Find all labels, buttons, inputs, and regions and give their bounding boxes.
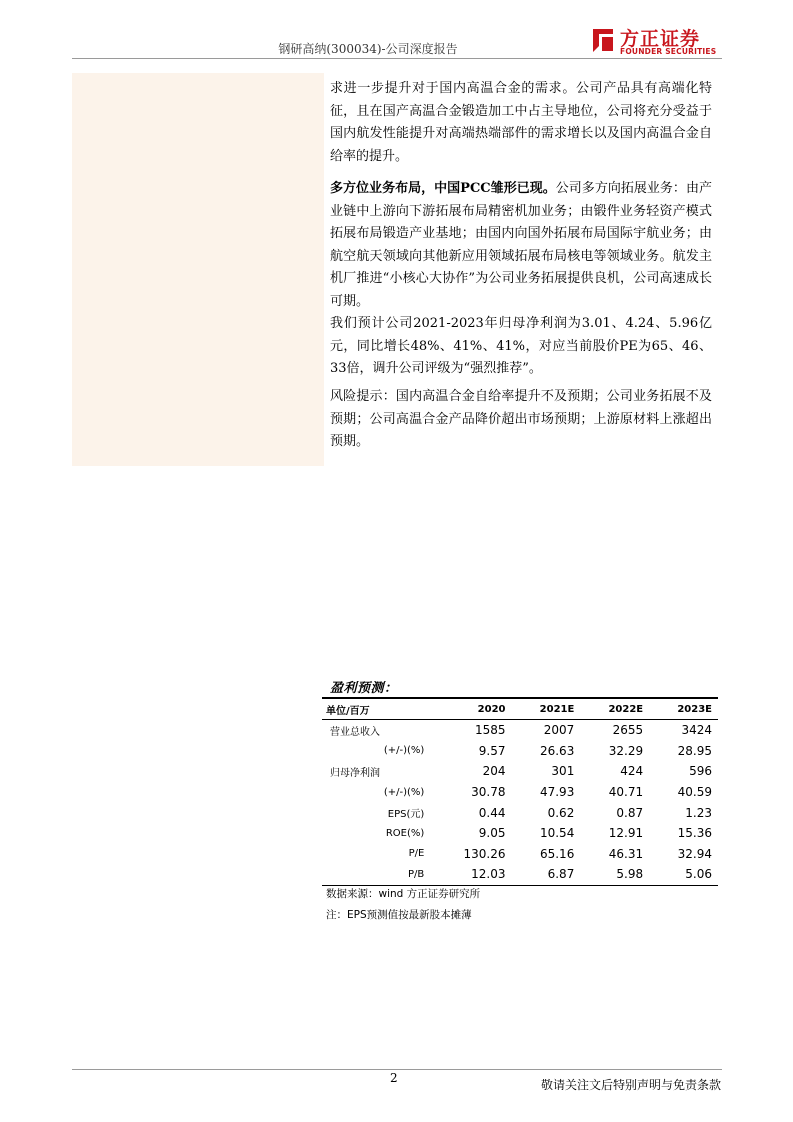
table-header-row [322,698,718,720]
row-label: ROE(%) [385,827,425,839]
logo-text-en: FOUNDER SECURITIES [620,47,717,56]
data-source-note: 数据来源：wind 方正证券研究所 [326,888,481,900]
table-cell: 5.98 [616,867,644,882]
table-cell: 2007 [543,723,575,738]
table-cell: 5.06 [685,867,712,882]
table-cell: 32.94 [677,846,712,861]
table-cell: 0.44 [478,805,506,820]
disclaimer-text: 敬请关注文后特别声明与免责条款 [541,1078,722,1092]
table-cell: 65.16 [539,846,575,861]
column-header: 单位/百万 [326,705,370,717]
table-cell: 1.23 [685,805,712,820]
column-header: 2023E [677,703,712,715]
table-row [322,761,718,782]
table-cell: 26.63 [539,743,575,758]
table-cell: 15.36 [677,826,712,841]
table-cell: 28.95 [677,743,712,758]
column-header: 2021E [539,703,575,715]
paragraph-text: 我们预计公司2021-2023年归母净利润为3.01、4.24、5.96亿元，同比增长48%、41%、41%，对应当前股价PE为65、46、33倍，调升公司评级为“强烈推荐”。 [330,316,712,376]
table-row [322,844,718,865]
logo-text-cn: 方正证券 [620,28,701,50]
table-cell: 130.26 [463,846,506,861]
left-sidebar-panel [72,73,324,466]
column-header: 2020 [477,703,506,715]
founder-securities-logo [590,24,717,58]
table-cell: 1585 [474,723,506,738]
table-cell: 40.59 [677,785,712,800]
table-cell: 424 [620,764,644,779]
paragraph-text: 风险提示：国内高温合金自给率提升不及预期；公司业务拓展不及预期；公司高温合金产品降价超出市场预期；上游原材料上涨超出预期。 [330,389,712,449]
table-row [322,782,718,803]
table-cell: 6.87 [547,867,575,882]
row-label: 营业总收入 [330,726,380,738]
table-row [322,864,718,885]
table-cell: 46.31 [608,846,644,861]
table-row [322,802,718,823]
row-label: P/E [408,848,425,860]
table-cell: 12.03 [471,867,506,882]
table-cell: 47.93 [539,785,575,800]
table-cell: 596 [689,764,712,779]
paragraph-forecast-summary [330,313,712,381]
table-row [322,741,718,762]
paragraph-text: 求进一步提升对于国内高温合金的需求。公司产品具有高端化特征，且在国产高温合金锻造加工中占主导地位，公司将充分受益于国内航发性能提升对高端热端部件的需求增长以及国内高温合金自给率的提升。 [330,81,712,164]
table-row [322,720,718,741]
table-cell: 0.62 [547,805,575,820]
paragraph-demand [330,78,712,168]
paragraph-text: 公司多方向拓展业务：由产业链中上游向下游拓展布局精密机加业务；由锻件业务轻资产模式拓展布局锻造产业基地；由国内向国外拓展布局国际宇航业务；由航空航天领域向其他新应用领域拓展布局核电等领域业务。航发主机厂推进“小核心大协作”为公司业务拓展提供良机，公司高速成长可期。 [330,181,712,309]
table-cell: 9.05 [478,826,506,841]
row-label: EPS(元) [387,809,425,821]
forecast-title: 盈利预测： [330,681,398,696]
paragraph-heading: 多方位业务布局，中国PCC雏形已现。 [330,181,556,196]
paragraph-business-layout [330,178,712,313]
paragraph-risk [330,386,712,454]
row-label: P/B [408,868,425,880]
table-row [322,823,718,844]
table-cell: 204 [482,764,506,779]
table-cell: 30.78 [471,785,506,800]
row-label: (+/-)(%) [383,786,425,798]
table-cell: 0.87 [616,805,644,820]
logo-mark-icon [590,26,616,54]
table-cell: 9.57 [478,743,506,758]
table-cell: 301 [551,764,575,779]
table-cell: 40.71 [608,785,644,800]
table-cell: 10.54 [539,826,575,841]
eps-footnote: 注：EPS预测值按最新股本摊薄 [326,909,472,921]
table-cell: 12.91 [608,826,644,841]
row-label: 归母净利润 [330,767,380,779]
row-label: (+/-)(%) [383,745,425,757]
table-cell: 2655 [612,723,644,738]
table-cell: 3424 [681,723,712,738]
forecast-table [322,697,718,886]
header-divider [72,58,722,59]
footer-divider [72,1069,722,1070]
report-title: 钢研高纳(300034)-公司深度报告 [278,42,458,56]
column-header: 2022E [608,703,644,715]
table-cell: 32.29 [608,743,644,758]
page-number: 2 [390,1071,398,1085]
